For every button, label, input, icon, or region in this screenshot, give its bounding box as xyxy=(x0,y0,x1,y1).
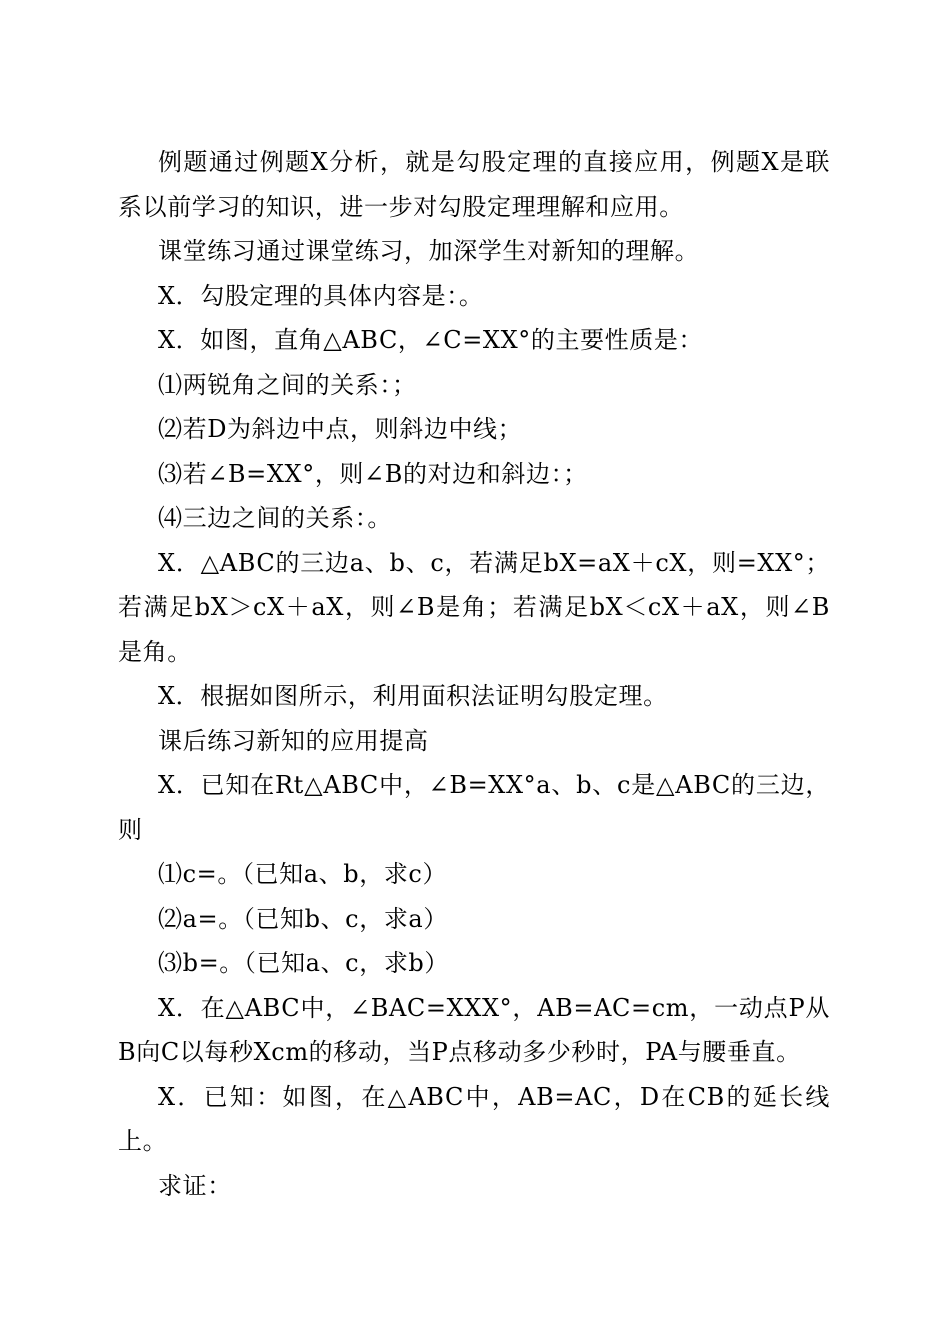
paragraph-question-moving-point: X．在△ABC中，∠BAC=XXX°，AB=AC=cm，一动点P从B向C以每秒Xcm的移动，当P点移动多少秒时，PA与腰垂直。 xyxy=(118,993,830,1066)
paragraph-sub-angle-b: ⑶若∠B=XX°，则∠B的对边和斜边：； xyxy=(158,459,588,488)
paragraph-question-given: X．已知：如图，在△ABC中，AB=AC，D在CB的延长线上。 xyxy=(118,1082,830,1155)
paragraph-sub-find-a: ⑵a=。（已知b、c，求a） xyxy=(158,904,448,933)
paragraph-sub-three-sides: ⑷三边之间的关系：。 xyxy=(158,504,392,532)
document-body xyxy=(118,140,830,1208)
paragraph-sub-find-b: ⑶b=。（已知a、c，求b） xyxy=(158,949,449,977)
paragraph-question-right-triangle: X．如图，直角△ABC，∠C=XX°的主要性质是： xyxy=(158,326,704,354)
paragraph-question-rt-triangle: X．已知在Rt△ABC中，∠B=XX°a、b、c是△ABC的三边，则 xyxy=(118,771,830,844)
paragraph-sub-find-c: ⑴c=。（已知a、b，求c） xyxy=(158,860,448,888)
paragraph-sub-acute-angles: ⑴两锐角之间的关系：； xyxy=(158,370,417,399)
paragraph-example-analysis: 例题通过例题X分析，就是勾股定理的直接应用，例题X是联系以前学习的知识，进一步对勾股定理理解和应用。 xyxy=(118,148,830,221)
paragraph-prove: 求证： xyxy=(158,1171,232,1200)
paragraph-question-pythagorean-content: X．勾股定理的具体内容是：。 xyxy=(158,281,484,310)
paragraph-homework-heading: 课后练习新知的应用提高 xyxy=(158,726,429,755)
paragraph-sub-midpoint: ⑵若D为斜边中点，则斜边中线； xyxy=(158,415,523,443)
paragraph-question-area-proof: X．根据如图所示，利用面积法证明勾股定理。 xyxy=(158,682,668,710)
paragraph-classroom-practice: 课堂练习通过课堂练习，加深学生对新知的理解。 xyxy=(158,237,700,265)
paragraph-question-triangle-sides: X．△ABC的三边a、b、c，若满足bX=aX＋cX，则=XX°；若满足bX＞cX＋aX，则∠B是角；若满足bX＜cX＋aX，则∠B是角。 xyxy=(118,548,830,666)
